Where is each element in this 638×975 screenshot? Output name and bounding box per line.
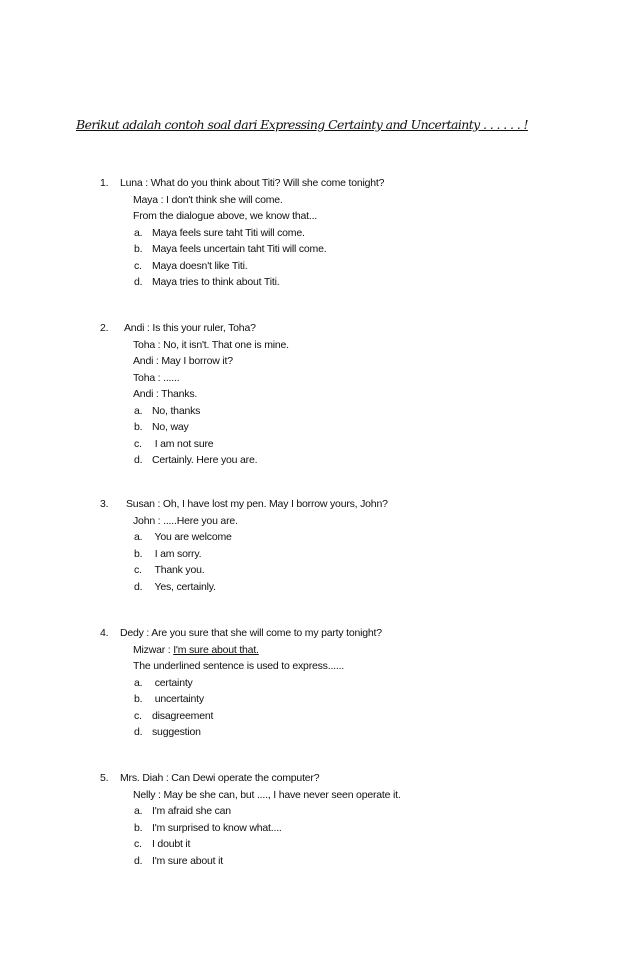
option-text: uncertainty xyxy=(152,693,204,705)
dialogue-line: Toha : No, it isn't. That one is mine. xyxy=(133,338,289,351)
option-letter: c. xyxy=(134,838,142,850)
option-letter: b. xyxy=(134,547,143,560)
question-number: 5. xyxy=(100,772,109,784)
option-letter: c. xyxy=(134,259,142,272)
option-letter: c. xyxy=(134,437,142,450)
option-text: Maya doesn't like Titi. xyxy=(152,259,248,272)
option-text: No, way xyxy=(152,421,189,433)
option-letter: b. xyxy=(134,243,143,255)
option-text: Certainly. Here you are. xyxy=(152,454,258,466)
dialogue-line: Dedy : Are you sure that she will come to my party tonight? xyxy=(120,627,382,639)
option-text: Yes, certainly. xyxy=(152,580,216,593)
question-number: 3. xyxy=(100,498,109,510)
question-3 xyxy=(100,496,388,595)
option-text: I'm surprised to know what.... xyxy=(152,821,282,834)
option-letter: a. xyxy=(134,226,143,239)
dialogue-line: Maya : I don't think she will come. xyxy=(133,193,283,206)
option-letter: a. xyxy=(134,676,143,689)
option-letter: a. xyxy=(134,805,143,817)
dialogue-line: Andi : May I borrow it? xyxy=(133,355,233,367)
option-text: Thank you. xyxy=(152,564,205,576)
question-4 xyxy=(100,625,382,741)
question-5 xyxy=(100,770,401,869)
option-letter: d. xyxy=(134,726,143,738)
question-number: 1. xyxy=(100,177,109,189)
dialogue-line: John : .....Here you are. xyxy=(133,514,238,527)
option-letter: d. xyxy=(134,854,143,867)
option-letter: b. xyxy=(134,693,143,705)
option-text: No, thanks xyxy=(152,404,201,417)
dialogue-line: Andi : Is this your ruler, Toha? xyxy=(124,322,256,334)
document-title: Berikut adalah contoh soal dari Expressing Certainty and Uncertainty . . . . . . ! xyxy=(76,117,528,132)
option-text: Maya tries to think about Titi. xyxy=(152,276,280,288)
option-letter: d. xyxy=(134,580,143,593)
question-2 xyxy=(100,320,289,469)
option-text: I'm sure about it xyxy=(152,854,223,867)
option-text: You are welcome xyxy=(152,531,232,543)
question-prompt: From the dialogue above, we know that... xyxy=(133,210,318,222)
question-number: 4. xyxy=(100,627,109,639)
option-text: I'm afraid she can xyxy=(152,805,231,817)
option-letter: b. xyxy=(134,821,143,834)
underlined-sentence: I'm sure about that. xyxy=(173,643,259,656)
option-text: suggestion xyxy=(152,726,201,738)
option-text: Maya feels sure taht Titi will come. xyxy=(152,226,305,239)
question-number: 2. xyxy=(100,322,109,334)
option-text: disagreement xyxy=(152,709,214,722)
dialogue-line: Mrs. Diah : Can Dewi operate the computer? xyxy=(120,772,320,784)
option-letter: b. xyxy=(134,421,143,433)
question-1 xyxy=(100,175,384,291)
dialogue-line: Andi : Thanks. xyxy=(133,388,198,400)
dialogue-line: Nelly : May be she can, but ...., I have never seen operate it. xyxy=(133,788,401,801)
option-text: I am sorry. xyxy=(152,547,202,560)
dialogue-line: Toha : ...... xyxy=(133,371,180,384)
speaker-label: Mizwar : xyxy=(133,643,174,656)
dialogue-line: Susan : Oh, I have lost my pen. May I borrow yours, John? xyxy=(126,498,388,510)
option-text: I am not sure xyxy=(152,437,214,450)
option-text: I doubt it xyxy=(152,838,191,850)
option-letter: a. xyxy=(134,404,143,417)
option-text: certainty xyxy=(152,676,193,689)
question-prompt: The underlined sentence is used to express...... xyxy=(133,660,345,672)
option-text: Maya feels uncertain taht Titi will come. xyxy=(152,243,327,255)
option-letter: a. xyxy=(134,531,143,543)
option-letter: c. xyxy=(134,709,142,722)
option-letter: d. xyxy=(134,276,143,288)
option-letter: d. xyxy=(134,454,143,466)
dialogue-line: Luna : What do you think about Titi? Will she come tonight? xyxy=(120,177,385,189)
option-letter: c. xyxy=(134,564,142,576)
